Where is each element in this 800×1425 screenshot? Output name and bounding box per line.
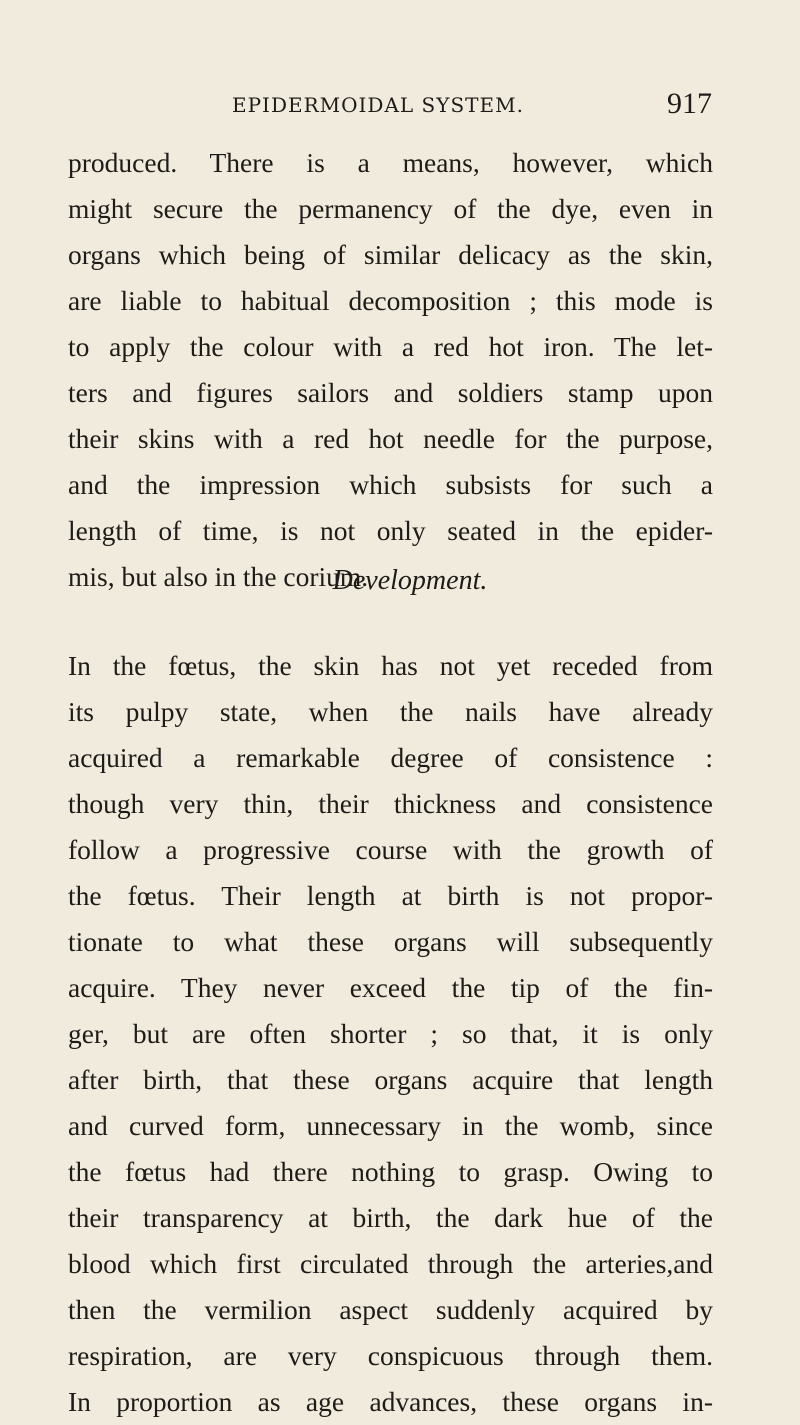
running-head (232, 87, 712, 123)
text-line: and the impression which subsists for such a (68, 469, 713, 500)
text-line: organs which being of similar delicacy as the skin, (68, 239, 713, 270)
text-line: acquire. They never exceed the tip of the fin- (68, 972, 713, 1003)
text-line: its pulpy state, when the nails have already (68, 696, 713, 727)
text-line: respiration, are very conspicuous through them. (68, 1340, 713, 1371)
text-line: the fœtus. Their length at birth is not propor- (68, 880, 713, 911)
running-title: EPIDERMOIDAL SYSTEM. (232, 93, 524, 117)
text-line: follow a progressive course with the growth of (68, 834, 713, 865)
paragraph-2 (68, 643, 713, 1425)
text-line: length of time, is not only seated in the epider- (68, 515, 713, 546)
text-line: produced. There is a means, however, which (68, 147, 713, 178)
text-line: acquired a remarkable degree of consistence : (68, 742, 713, 773)
text-line: then the vermilion aspect suddenly acquired by (68, 1294, 713, 1325)
text-line: though very thin, their thickness and consistence (68, 788, 713, 819)
text-line: are liable to habitual decomposition ; this mode is (68, 285, 713, 316)
text-line: In proportion as age advances, these organs in- (68, 1386, 713, 1417)
paragraph-1 (68, 140, 713, 600)
section-heading: Development. (332, 565, 488, 596)
text-line: might secure the permanency of the dye, even in (68, 193, 713, 224)
text-line: after birth, that these organs acquire that length (68, 1064, 713, 1095)
text-line: tionate to what these organs will subsequently (68, 926, 713, 957)
text-line: to apply the colour with a red hot iron. The let- (68, 331, 713, 362)
text-line: their transparency at birth, the dark hue of the (68, 1202, 713, 1233)
page-number: 917 (667, 87, 712, 120)
text-line: their skins with a red hot needle for the purpose, (68, 423, 713, 454)
text-line: the fœtus had there nothing to grasp. Owing to (68, 1156, 713, 1187)
text-line: ters and figures sailors and soldiers stamp upon (68, 377, 713, 408)
text-line: blood which first circulated through the arteries,and (68, 1248, 713, 1279)
text-line: and curved form, unnecessary in the womb, since (68, 1110, 713, 1141)
text-line: mis, but also in the corium. (68, 561, 369, 592)
text-line: In the fœtus, the skin has not yet receded from (68, 650, 713, 681)
text-line: ger, but are often shorter ; so that, it is only (68, 1018, 713, 1049)
